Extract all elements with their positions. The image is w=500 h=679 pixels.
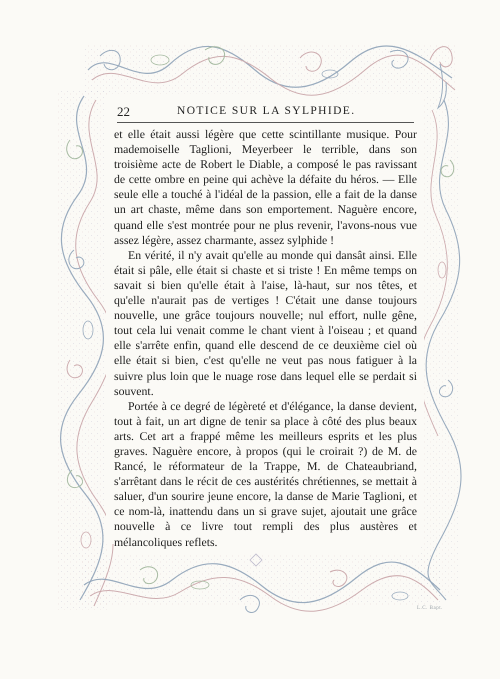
right-border-ornament <box>418 96 461 600</box>
engraver-mark: L.C. Bapt. <box>417 606 443 611</box>
body-text <box>114 127 417 550</box>
paragraph-3: Portée à ce degré de légèreté et d'élégance, la danse devient, tout à fait, un art digne de tenir sa place à côté des plus beaux arts. Cet art a frappé même les meilleurs esprits et les plus graves. Naguère encore, à propos (qui le croirait ?) de M. de Rancé, le réformateur de la Trappe, M. de Chateaubriand, s'arrêtant dans le récit de ces austérités chrétiennes, se mettait à saluer, d'un sourire jeune encore, la danse de Marie Taglioni, et ce nom-là, inattendu dans un si grave sujet, ajoutait une grâce nouvelle à ce livre tout rempli des plus austères et mélancoliques reflets. <box>114 398 417 549</box>
bottom-border-ornament <box>80 554 440 612</box>
paragraph-1: et elle était aussi légère que cette scintillante musique. Pour mademoiselle Taglioni, Meyerbeer le terrible, dans son troisième acte de Robert le Diable, a composé le pas ravissant de cette ombre en peine qui achève la défaite du héros. — Elle seule elle a touché à l'idéal de la passion, elle a fait de la danse un art chaste, même dans son emportement. Naguère encore, quand elle s'est montrée pour ne plus revenir, l'avons-nous vue assez légère, assez charmante, assez sylphide ! <box>114 127 417 247</box>
left-border-ornament <box>58 90 113 610</box>
running-title: NOTICE SUR LA SYLPHIDE. <box>177 105 356 117</box>
running-header <box>117 104 414 120</box>
header-rule <box>117 122 414 123</box>
paragraph-2: En vérité, il n'y avait qu'elle au monde qui dansât ainsi. Elle était si pâle, elle était si chaste et si triste ! En même temps on savait si bien qu'elle était à l'aise, là-haut, sur nos têtes, et qu'elle n'aurait pas de vertiges ! C'était une danse toujours nouvelle, une grâce toujours nouvelle; nul effort, nulle gêne, tout cela lui venait comme le chant vient à l'oiseau ; et quand elle s'arrête enfin, quand elle descend de ce deuxième ciel où elle était si bien, c'est qu'elle ne veut pas nous fatiguer à la suivre plus loin que le nuage rose dans lequel elle se perdait si souvent. <box>114 247 417 398</box>
page-number: 22 <box>117 104 130 119</box>
